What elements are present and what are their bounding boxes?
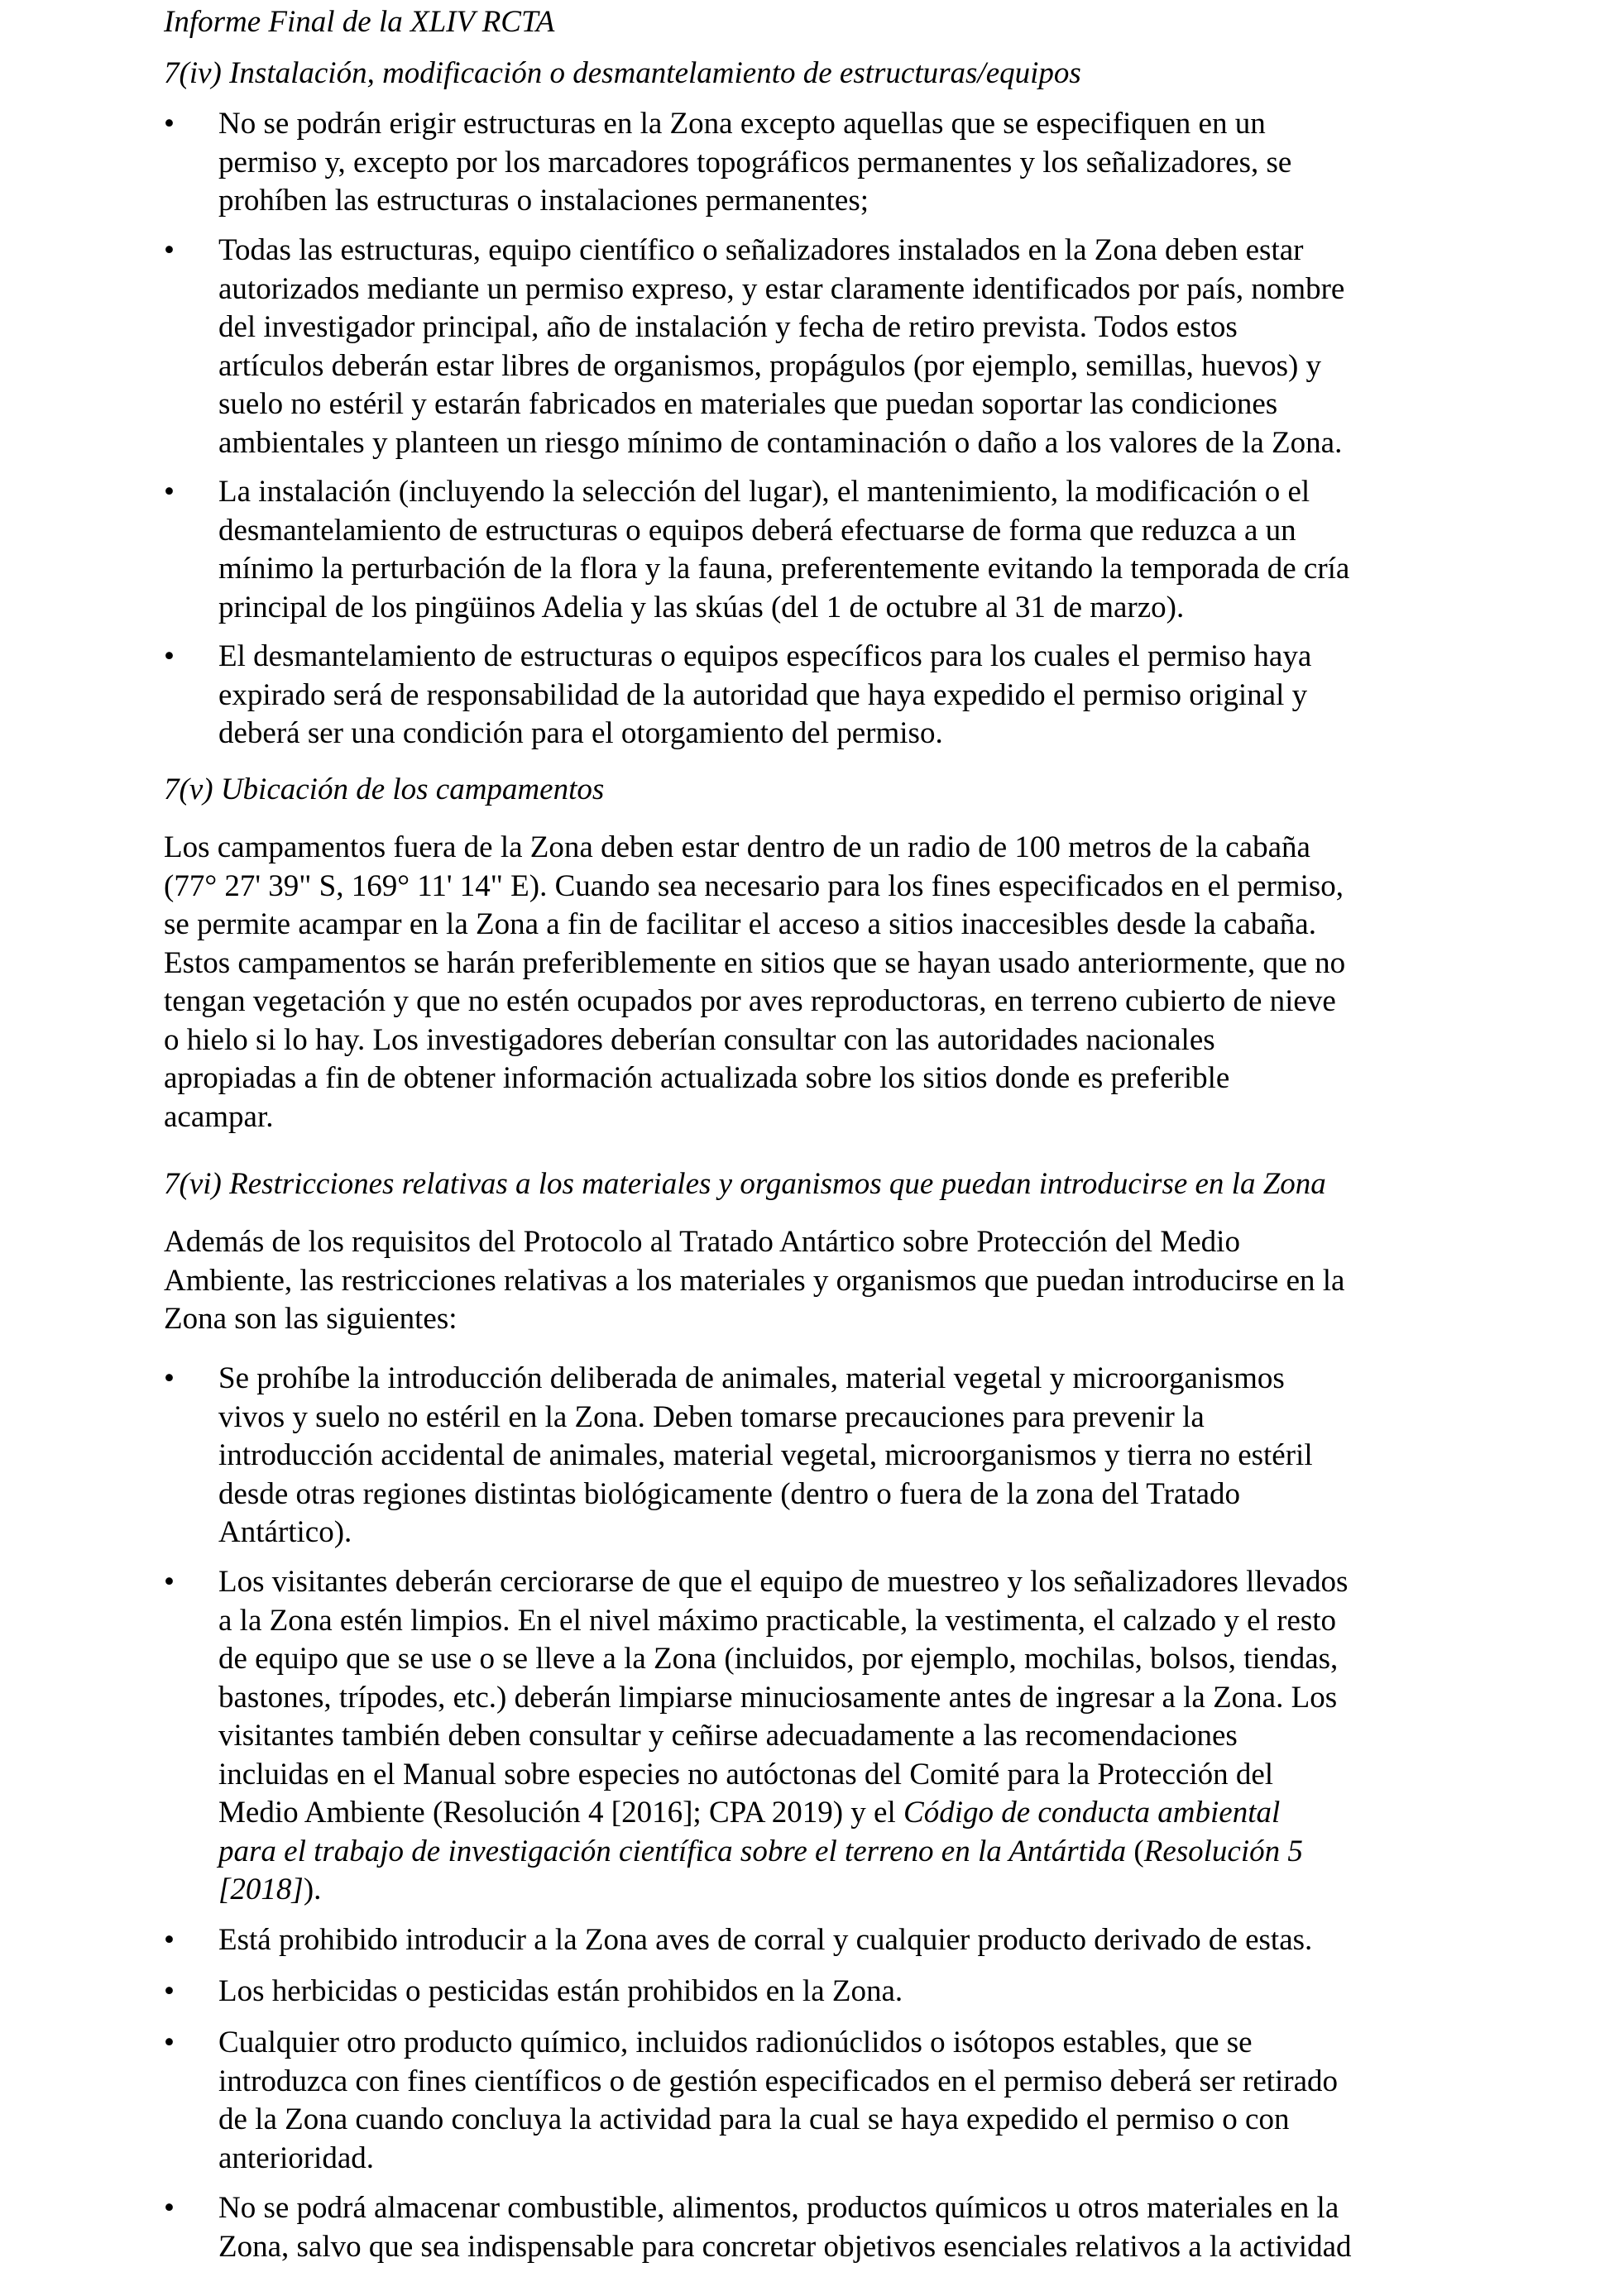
text-line: Antártico). [218, 1515, 352, 1549]
section-heading-materials: 7(vi) Restricciones relativas a los materiales y organismos que puedan introducirse en la Zona [164, 1167, 1326, 1201]
text-line: No se podrán erigir estructuras en la Zona excepto aquellas que se especifiquen en un [218, 107, 1266, 141]
bullet-icon: • [164, 2191, 175, 2225]
text-line: incluidas en el Manual sobre especies no autóctonas del Comité para la Protección del [218, 1757, 1274, 1791]
text-line: anterioridad. [218, 2141, 374, 2175]
text-line [218, 1794, 1492, 1833]
running-header: Informe Final de la XLIV RCTA [164, 5, 555, 39]
text-line: suelo no estéril y estarán fabricados en materiales que puedan soportar las condiciones [218, 387, 1278, 421]
text-line: de equipo que se use o se lleve a la Zona (incluidos, por ejemplo, mochilas, bolsos, tiendas, [218, 1642, 1339, 1676]
materials-intro-paragraph [164, 1223, 1487, 1339]
code-of-conduct-title: Código de conducta ambiental [903, 1796, 1281, 1830]
text-span: ( [1126, 1834, 1144, 1868]
resolution-year: [2018] [218, 1873, 304, 1906]
text-line: Zona son las siguientes: [164, 1302, 457, 1336]
text-line: del investigador principal, año de instalación y fecha de retiro prevista. Todos estos [218, 310, 1238, 344]
bullet-icon: • [164, 2026, 175, 2059]
text-span: Medio Ambiente (Resolución 4 [2016]; CPA 2019) y el [218, 1796, 904, 1830]
text-line: Se prohíbe la introducción deliberada de animales, material vegetal y microorganismos [218, 1361, 1285, 1395]
text-line: visitantes también deben consultar y ceñirse adecuadamente a las recomendaciones [218, 1719, 1238, 1753]
text-line: de la Zona cuando concluya la actividad para la cual se haya expedido el permiso o con [218, 2102, 1290, 2136]
bullet-icon: • [164, 1923, 175, 1957]
text-line: autorizados mediante un permiso expreso, y estar claramente identificados por país, nombre [218, 271, 1345, 306]
bullet-icon: • [164, 475, 175, 509]
text-line: Está prohibido introducir a la Zona aves de corral y cualquier producto derivado de estas. [218, 1923, 1313, 1957]
text-line: desmantelamiento de estructuras o equipos deberá efectuarse de forma que reduzca a un [218, 513, 1296, 548]
text-line: El desmantelamiento de estructuras o equipos específicos para los cuales el permiso haya [218, 639, 1312, 673]
text-line: apropiadas a fin de obtener información actualizada sobre los sitios donde es preferible [164, 1061, 1230, 1095]
text-line: vivos y suelo no estéril en la Zona. Deben tomarse precauciones para prevenir la [218, 1399, 1205, 1434]
text-line: No se podrá almacenar combustible, alimentos, productos químicos u otros materiales en la [218, 2191, 1339, 2225]
text-line: introducción accidental de animales, material vegetal, microorganismos y tierra no estéril [218, 1438, 1313, 1472]
code-of-conduct-title-cont: para el trabajo de investigación científica sobre el terreno en la Antártida [218, 1834, 1127, 1868]
text-line: Cualquier otro producto químico, incluidos radionúclidos o isótopos estables, que se [218, 2026, 1253, 2059]
text-line [218, 1871, 1492, 1910]
bullet-icon: • [164, 1361, 175, 1395]
text-line: Todas las estructuras, equipo científico o señalizadores instalados en la Zona deben estar [218, 233, 1304, 267]
text-line: acampar. [164, 1099, 274, 1134]
text-line: permiso y, excepto por los marcadores topográficos permanentes y los señalizadores, se [218, 145, 1292, 179]
text-line: expirado será de responsabilidad de la autoridad que haya expedido el permiso original y [218, 677, 1308, 712]
text-line: se permite acampar en la Zona a fin de facilitar el acceso a sitios inaccesibles desde la cabaña. [164, 907, 1316, 941]
bullet-icon: • [164, 233, 175, 267]
text-line: artículos deberán estar libres de organismos, propágulos (por ejemplo, semillas, huevos) y [218, 348, 1322, 383]
text-line: mínimo la perturbación de la flora y la fauna, preferentemente evitando la temporada de cría [218, 552, 1350, 586]
text-line: prohíben las estructuras o instalaciones permanentes; [218, 184, 869, 218]
text-span: ). [303, 1873, 322, 1906]
text-line: Ambiente, las restricciones relativas a los materiales y organismos que puedan introducirse en la [164, 1263, 1345, 1298]
text-line: ambientales y planteen un riesgo mínimo de contaminación o daño a los valores de la Zona. [218, 425, 1343, 460]
bullet-icon: • [164, 1974, 175, 2008]
bullet-icon: • [164, 639, 175, 673]
text-line: Zona, salvo que sea indispensable para concretar objetivos esenciales relativos a la actividad [218, 2229, 1352, 2264]
bullet-icon: • [164, 107, 175, 141]
text-line: tengan vegetación y que no estén ocupados por aves reproductoras, en terreno cubierto de nieve [164, 984, 1336, 1018]
bullet-icon: • [164, 1565, 175, 1599]
text-line: Estos campamentos se harán preferiblemente en sitios que se hayan usado anteriormente, que no [164, 945, 1346, 980]
section-heading-installation: 7(iv) Instalación, modificación o desmantelamiento de estructuras/equipos [164, 56, 1081, 90]
text-line: Los campamentos fuera de la Zona deben estar dentro de un radio de 100 metros de la cabaña [164, 830, 1310, 864]
text-line: La instalación (incluyendo la selección del lugar), el mantenimiento, la modificación o el [218, 475, 1310, 509]
text-line: introduzca con fines científicos o de gestión especificados en el permiso deberá ser retirado [218, 2064, 1339, 2098]
text-line: Los visitantes deberán cerciorarse de que el equipo de muestreo y los señalizadores llevados [218, 1565, 1349, 1599]
text-line: Los herbicidas o pesticidas están prohibidos en la Zona. [218, 1974, 903, 2008]
text-line: deberá ser una condición para el otorgamiento del permiso. [218, 716, 943, 750]
text-line: a la Zona estén limpios. En el nivel máximo practicable, la vestimenta, el calzado y el resto [218, 1603, 1337, 1638]
section-heading-campsites: 7(v) Ubicación de los campamentos [164, 773, 605, 806]
text-line: desde otras regiones distintas biológicamente (dentro o fuera de la zona del Tratado [218, 1476, 1241, 1511]
resolution-ref: Resolución 5 [1143, 1834, 1303, 1868]
text-line: principal de los pingüinos Adelia y las skúas (del 1 de octubre al 31 de marzo). [218, 590, 1185, 624]
text-line [218, 1833, 1492, 1872]
text-line: Además de los requisitos del Protocolo al Tratado Antártico sobre Protección del Medio [164, 1225, 1240, 1259]
text-line: o hielo si lo hay. Los investigadores deberían consultar con las autoridades nacionales [164, 1022, 1215, 1057]
text-line: (77° 27' 39" S, 169° 11' 14" E). Cuando sea necesario para los fines especificados en el permiso, [164, 868, 1344, 903]
campsites-paragraph [164, 829, 1487, 1136]
text-line: bastones, trípodes, etc.) deberán limpiarse minuciosamente antes de ingresar a la Zona. Los [218, 1680, 1338, 1715]
